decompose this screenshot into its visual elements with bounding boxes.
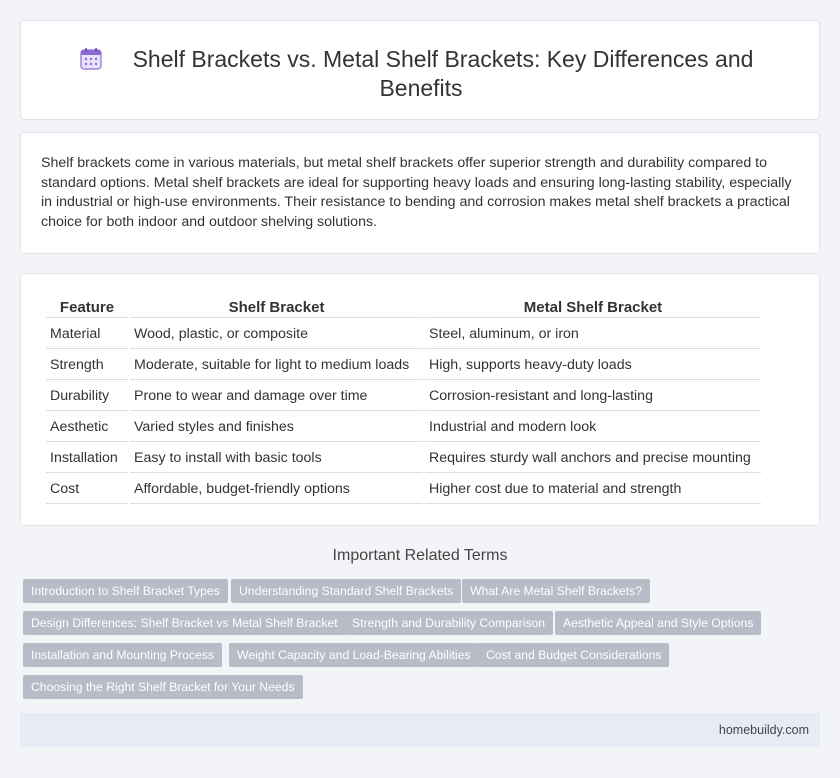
page-title: Shelf Brackets vs. Metal Shelf Brackets: Key Differences and Benefits: [132, 46, 754, 101]
table-cell: Material: [46, 320, 128, 349]
table-header-row: [46, 297, 761, 318]
tag-row: [23, 611, 823, 643]
table-cell: High, supports heavy-duty loads: [425, 351, 761, 380]
tag-row: [23, 643, 823, 675]
table-cell: Aesthetic: [46, 413, 128, 442]
header-metal-shelf-bracket: Metal Shelf Bracket: [425, 297, 761, 318]
title-row: [21, 21, 821, 121]
table-cell: Steel, aluminum, or iron: [425, 320, 761, 349]
table-cell: Higher cost due to material and strength: [425, 475, 761, 504]
table-cell: Durability: [46, 382, 128, 411]
comparison-table-card: [20, 273, 820, 526]
tag-row: [23, 579, 823, 611]
related-terms-list: [23, 579, 823, 707]
header-card: [20, 20, 820, 120]
header-shelf-bracket: Shelf Bracket: [130, 297, 423, 318]
comparison-table: [44, 295, 763, 506]
related-terms-heading: Important Related Terms: [332, 547, 508, 564]
footer-site-link[interactable]: homebuildy.com: [718, 723, 809, 737]
table-cell: Varied styles and finishes: [130, 413, 423, 442]
table-row: [46, 413, 761, 442]
tag-row: [23, 675, 823, 707]
table-row: [46, 320, 761, 349]
table-cell: Affordable, budget-friendly options: [130, 475, 423, 504]
intro-card: [20, 132, 820, 254]
table-row: [46, 475, 761, 504]
related-term-tag[interactable]: Cost and Budget Considerations: [478, 643, 669, 667]
table-cell: Cost: [46, 475, 128, 504]
related-term-tag[interactable]: Design Differences: Shelf Bracket vs Metal Shelf Bracket: [23, 611, 346, 635]
table-cell: Easy to install with basic tools: [130, 444, 423, 473]
header-feature: Feature: [46, 297, 128, 318]
related-term-tag[interactable]: What Are Metal Shelf Brackets?: [462, 579, 650, 603]
table-cell: Requires sturdy wall anchors and precise mounting: [425, 444, 761, 473]
table-row: [46, 351, 761, 380]
related-term-tag[interactable]: Understanding Standard Shelf Brackets: [231, 579, 461, 603]
related-term-tag[interactable]: Weight Capacity and Load-Bearing Abilities: [229, 643, 479, 667]
table-cell: Installation: [46, 444, 128, 473]
table-row: [46, 444, 761, 473]
table-cell: Prone to wear and damage over time: [130, 382, 423, 411]
table-row: [46, 382, 761, 411]
related-term-tag[interactable]: Choosing the Right Shelf Bracket for Your Needs: [23, 675, 303, 699]
table-cell: Moderate, suitable for light to medium loads: [130, 351, 423, 380]
table-cell: Industrial and modern look: [425, 413, 761, 442]
table-cell: Corrosion-resistant and long-lasting: [425, 382, 761, 411]
related-term-tag[interactable]: Installation and Mounting Process: [23, 643, 222, 667]
table-cell: Wood, plastic, or composite: [130, 320, 423, 349]
footer: [20, 713, 820, 747]
related-term-tag[interactable]: Aesthetic Appeal and Style Options: [555, 611, 761, 635]
intro-paragraph: Shelf brackets come in various materials, but metal shelf brackets offer superior strength and durability compared to standard options. Metal shelf brackets are ideal for supporting heavy loads and ensuring long-lasting stability, especially in industrial or high-use environments. Their resistance to bending and corrosion makes metal shelf brackets a practical choice for both indoor and outdoor shelving solutions.: [41, 155, 792, 230]
related-term-tag[interactable]: Introduction to Shelf Bracket Types: [23, 579, 228, 603]
related-term-tag[interactable]: Strength and Durability Comparison: [344, 611, 553, 635]
table-cell: Strength: [46, 351, 128, 380]
